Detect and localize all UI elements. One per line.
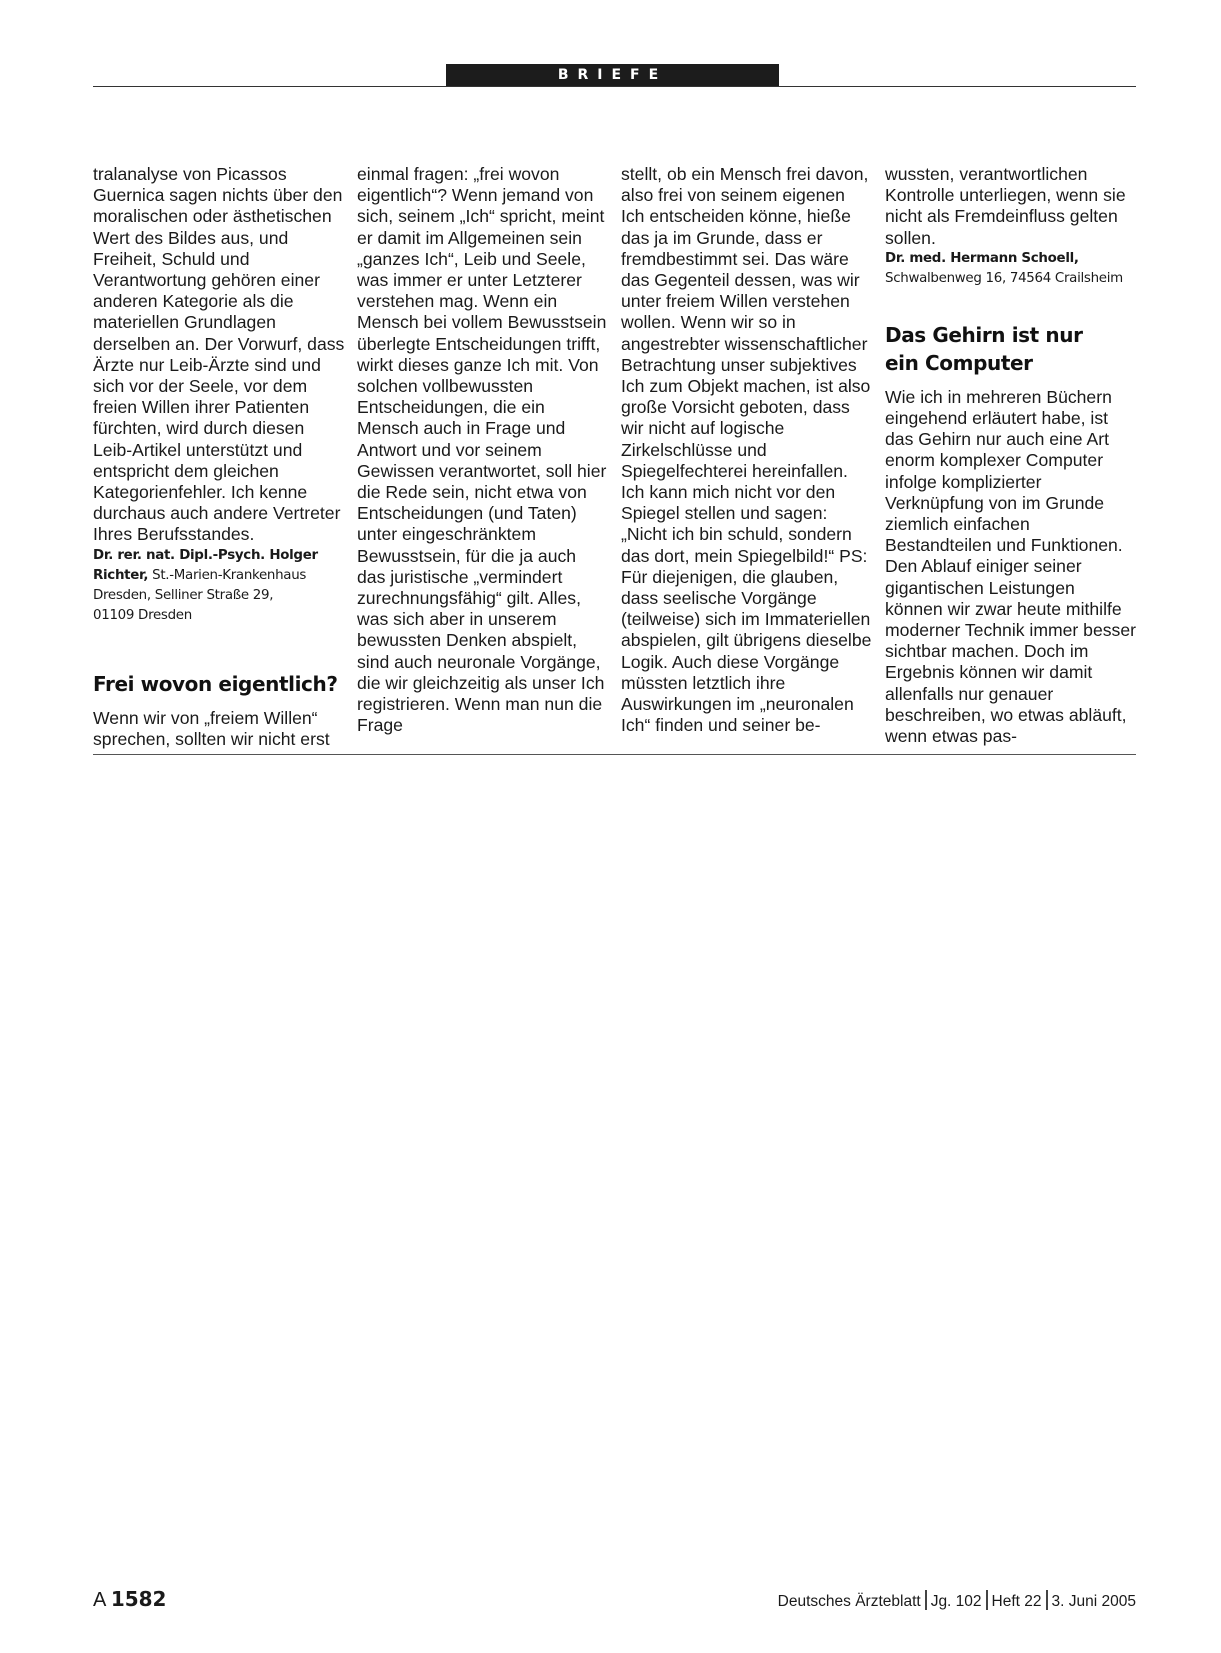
headline-line-1: Das Gehirn ist nur [885, 322, 1083, 347]
page-prefix: A [93, 1589, 106, 1611]
column-3 [621, 164, 873, 736]
author-address-postcode: 01109 Dresden [93, 607, 192, 623]
letter-body: einmal fragen: „frei wovon eigentlich“? Wenn jemand von sich, seinem „Ich“ spricht, meint er damit im Allgemeinen sein „ganzes Ich“, Leib und Seele, was immer er unter Letzterer verstehen mag. Wenn ein Mensch bei vollem Bewusstsein überlegte Entscheidungen trifft, wirkt dieses ganze Ich mit. Von solchen vollbewussten Entscheidungen, die ein Mensch auch in Frage und Antwort und vor seinem Gewissen verantwortet, soll hier die Rede sein, nicht etwa von Entscheidungen (und Taten) unter eingeschränktem Bewusstsein, für die ja auch das juristische „vermindert zurechnungsfähig“ gilt. Alles, was sich aber in unserem bewussten Denken abspielt, sind auch neuronale Vorgänge, die wir gleichzeitig als unser Ich registrieren. Wenn man nun die Frage [357, 164, 607, 736]
column-4 [885, 164, 1137, 747]
author-name: Dr. med. Hermann Schoell, [885, 250, 1079, 266]
page-number-value: 1582 [110, 1587, 167, 1611]
letter-body: wussten, verantwortlichen Kontrolle unterliegen, wenn sie nicht als Fremdeinfluss gelten sollen. [885, 164, 1126, 248]
letter-signature [93, 546, 345, 626]
letter-headline [885, 321, 1137, 377]
journal-date: 3. Juni 2005 [1051, 1593, 1136, 1610]
column-1 [93, 164, 345, 750]
column-2 [357, 164, 609, 736]
letter-headline: Frei wovon eigentlich? [93, 671, 338, 696]
letter-body: stellt, ob ein Mensch frei davon, also frei von seinem eigenen Ich entscheiden könne, hieße das ja im Grunde, dass er fremdbestimmt sei. Das wäre das Gegenteil dessen, was wir unter freiem Willen verstehen wollen. Wenn wir so in angestrebter wissenschaftlicher Betrachtung unser subjektives Ich zum Objekt machen, ist also große Vorsicht geboten, dass wir nicht auf logische Zirkelschlüsse und Spiegelfechterei hereinfallen. Ich kann mich nicht vor den Spiegel stellen und sagen: „Nicht ich bin schuld, sondern das dort, mein Spiegelbild!“ PS: Für diejenigen, die glauben, dass seelische Vorgänge (teilweise) sich im Immateriellen abspielen, gilt übrigens dieselbe Logik. Auch diese Vorgänge müssten letztlich ihre Auswirkungen im „neuronalen Ich“ finden und seiner be- [621, 164, 872, 736]
separator [1046, 1590, 1048, 1610]
author-address: St.-Marien-Krankenhaus Dresden, Selliner Straße 29, [93, 567, 307, 603]
journal-footer [778, 1590, 1136, 1611]
journal-name: Deutsches Ärzteblatt [777, 1593, 921, 1610]
top-rule [93, 86, 1136, 87]
author-name: Dr. rer. nat. Dipl.-Psych. Holger Richter, [93, 547, 318, 583]
journal-volume: Jg. 102 [930, 1593, 982, 1610]
separator [925, 1590, 927, 1610]
letter-body: Wenn wir von „freiem Willen“ sprechen, sollten wir nicht erst [93, 707, 330, 749]
section-header: BRIEFE [446, 64, 779, 87]
headline-line-2: ein Computer [885, 350, 1033, 375]
letter-body: tralanalyse von Picassos Guernica sagen nichts über den moralischen oder ästhetischen Wert des Bildes aus, und Freiheit, Schuld und Verantwortung gehören einer anderen Kategorie als die materiellen Grundlagen derselben an. Der Vorwurf, dass Ärzte nur Leib-Ärzte sind und sich vor der Seele, vor dem freien Willen ihrer Patienten fürchten, wird durch diesen Leib-Artikel unterstützt und entspricht dem gleichen Kategorienfehler. Ich kenne durchaus auch andere Vertreter Ihres Berufsstandes. [93, 164, 345, 545]
letter-signature [885, 249, 1137, 289]
letter-body: Wie ich in mehreren Büchern eingehend erläutert habe, ist das Gehirn nur auch eine Art enorm komplexer Computer infolge komplizierter Verknüpfung von im Grunde ziemlich einfachen Bestandteilen und Funktionen. Den Ablauf einiger seiner gigantischen Leistungen können wir zwar heute mithilfe moderner Technik immer besser sichtbar machen. Doch im Ergebnis können wir damit allenfalls nur genauer beschreiben, wo etwas abläuft, wenn etwas pas- [885, 386, 1136, 747]
bottom-rule [93, 754, 1136, 755]
separator [986, 1590, 988, 1610]
journal-issue: Heft 22 [991, 1593, 1042, 1610]
author-address: Schwalbenweg 16, 74564 Crailsheim [885, 270, 1123, 286]
page-number [93, 1587, 166, 1612]
